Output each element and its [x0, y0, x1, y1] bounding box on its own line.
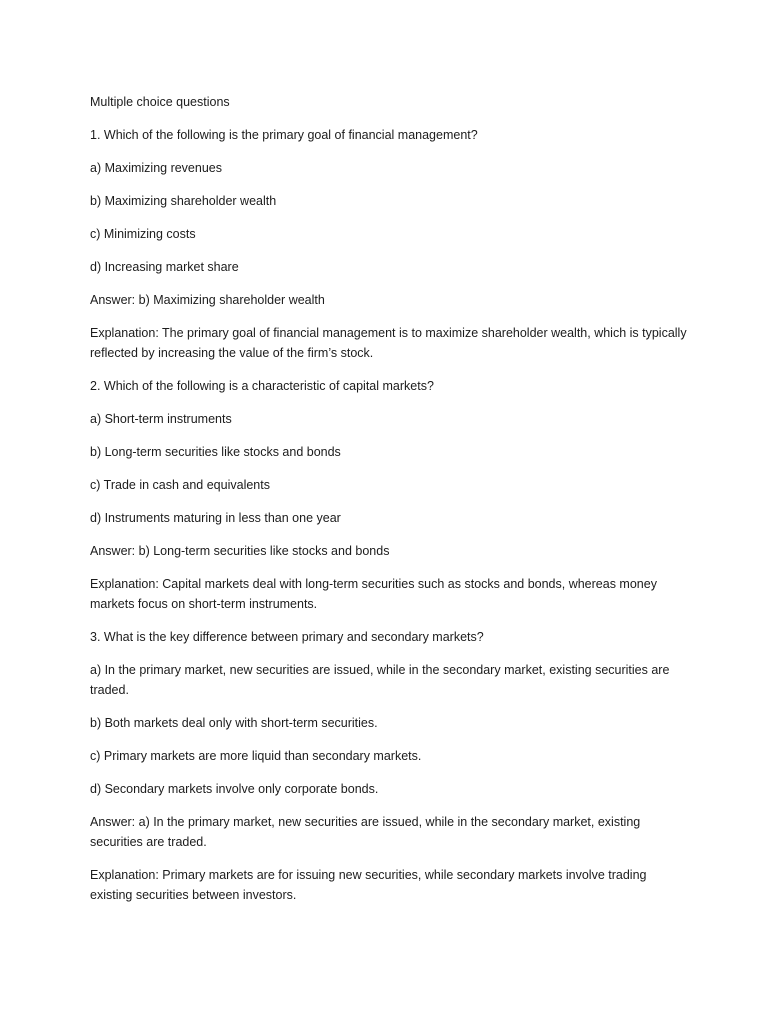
q2-option-b: b) Long-term securities like stocks and bonds	[90, 445, 341, 459]
document-heading: Multiple choice questions	[90, 95, 230, 109]
q1-option-d: d) Increasing market share	[90, 260, 239, 274]
q2-option-d: d) Instruments maturing in less than one year	[90, 511, 341, 525]
q2-answer: Answer: b) Long-term securities like stocks and bonds	[90, 544, 390, 558]
q1-option-b: b) Maximizing shareholder wealth	[90, 194, 277, 208]
document-body	[90, 92, 690, 918]
q3-option-d: d) Secondary markets involve only corporate bonds.	[90, 782, 379, 796]
q3-explanation: Explanation: Primary markets are for issuing new securities, while secondary markets involve trading existing securities between investors.	[90, 868, 647, 902]
question-3: 3. What is the key difference between primary and secondary markets?	[90, 630, 484, 644]
q2-explanation: Explanation: Capital markets deal with long-term securities such as stocks and bonds, whereas money markets focus on short-term instruments.	[90, 577, 657, 611]
q2-option-a: a) Short-term instruments	[90, 412, 232, 426]
q1-option-c: c) Minimizing costs	[90, 227, 196, 241]
q3-answer: Answer: a) In the primary market, new securities are issued, while in the secondary market, existing securities are traded.	[90, 815, 641, 849]
q1-answer: Answer: b) Maximizing shareholder wealth	[90, 293, 325, 307]
q3-option-a: a) In the primary market, new securities are issued, while in the secondary market, existing securities are traded.	[90, 663, 670, 697]
q2-option-c: c) Trade in cash and equivalents	[90, 478, 270, 492]
q3-option-b: b) Both markets deal only with short-term securities.	[90, 716, 378, 730]
question-2: 2. Which of the following is a characteristic of capital markets?	[90, 379, 434, 393]
q1-option-a: a) Maximizing revenues	[90, 161, 222, 175]
question-1: 1. Which of the following is the primary goal of financial management?	[90, 128, 478, 142]
q3-option-c: c) Primary markets are more liquid than secondary markets.	[90, 749, 422, 763]
q1-explanation: Explanation: The primary goal of financial management is to maximize shareholder wealth, which is typically reflected by increasing the value of the firm’s stock.	[90, 326, 687, 360]
